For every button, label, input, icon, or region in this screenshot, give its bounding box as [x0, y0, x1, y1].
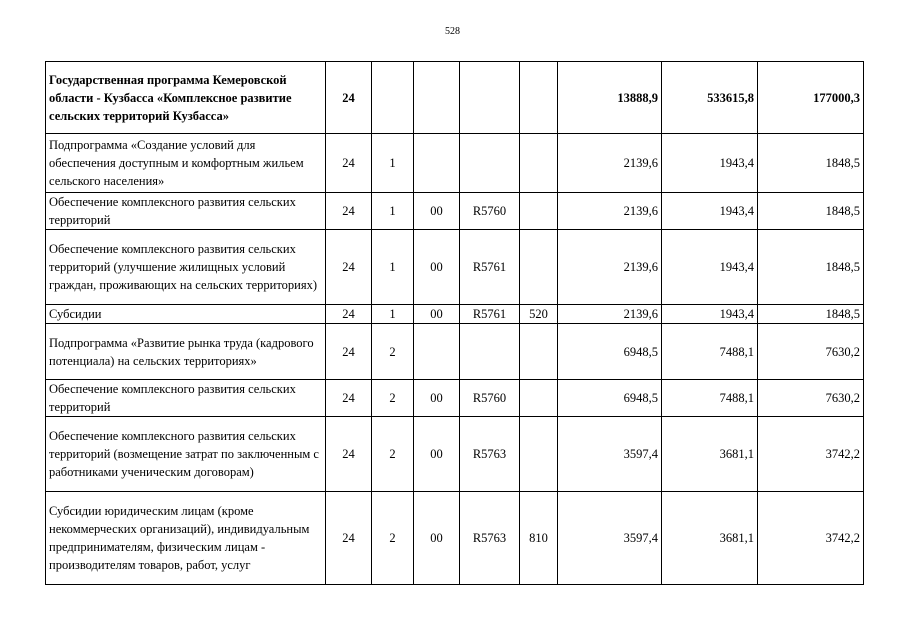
- row-year2-amount: 3681,1: [662, 417, 758, 492]
- row-name: Обеспечение комплексного развития сельских территорий (улучшение жилищных условий граждан, проживающих на сельских территориях): [46, 230, 326, 305]
- row-pp-code: 1: [372, 193, 414, 230]
- row-pp-code: 2: [372, 417, 414, 492]
- table-row: [46, 324, 864, 380]
- row-pp-code: 2: [372, 380, 414, 417]
- row-year3-amount: 7630,2: [758, 324, 864, 380]
- table-row: [46, 134, 864, 193]
- row-om-code: 00: [414, 492, 460, 585]
- row-om-code: 00: [414, 230, 460, 305]
- row-year1-amount: 6948,5: [558, 324, 662, 380]
- budget-table: [45, 61, 864, 585]
- row-dir-code: R5761: [460, 230, 520, 305]
- row-year2-amount: 1943,4: [662, 134, 758, 193]
- budget-table-body: [46, 62, 864, 585]
- row-om-code: [414, 324, 460, 380]
- row-pp-code: 1: [372, 230, 414, 305]
- row-dir-code: R5760: [460, 193, 520, 230]
- row-year1-amount: 13888,9: [558, 62, 662, 134]
- row-year1-amount: 2139,6: [558, 305, 662, 324]
- row-dir-code: [460, 62, 520, 134]
- row-year1-amount: 6948,5: [558, 380, 662, 417]
- row-om-code: [414, 134, 460, 193]
- table-row: [46, 193, 864, 230]
- table-row: [46, 380, 864, 417]
- row-pp-code: 1: [372, 305, 414, 324]
- table-row: [46, 417, 864, 492]
- row-vr-code: [520, 380, 558, 417]
- row-year2-amount: 1943,4: [662, 193, 758, 230]
- row-year3-amount: 3742,2: [758, 492, 864, 585]
- row-dir-code: R5761: [460, 305, 520, 324]
- row-vr-code: [520, 193, 558, 230]
- row-year2-amount: 1943,4: [662, 305, 758, 324]
- table-row: [46, 62, 864, 134]
- row-year2-amount: 3681,1: [662, 492, 758, 585]
- row-year3-amount: 1848,5: [758, 134, 864, 193]
- row-name: Субсидии: [46, 305, 326, 324]
- row-dir-code: R5760: [460, 380, 520, 417]
- row-year1-amount: 2139,6: [558, 193, 662, 230]
- row-vr-code: [520, 230, 558, 305]
- row-year2-amount: 7488,1: [662, 380, 758, 417]
- row-gp-code: 24: [326, 134, 372, 193]
- row-gp-code: 24: [326, 62, 372, 134]
- row-pp-code: 1: [372, 134, 414, 193]
- row-gp-code: 24: [326, 492, 372, 585]
- row-dir-code: [460, 324, 520, 380]
- row-year3-amount: 7630,2: [758, 380, 864, 417]
- row-year3-amount: 1848,5: [758, 305, 864, 324]
- row-year3-amount: 1848,5: [758, 193, 864, 230]
- row-name: Обеспечение комплексного развития сельских территорий (возмещение затрат по заключенным с работниками ученическим договорам): [46, 417, 326, 492]
- row-om-code: 00: [414, 305, 460, 324]
- row-gp-code: 24: [326, 305, 372, 324]
- row-gp-code: 24: [326, 417, 372, 492]
- row-vr-code: 520: [520, 305, 558, 324]
- table-row: [46, 230, 864, 305]
- row-om-code: 00: [414, 417, 460, 492]
- row-vr-code: 810: [520, 492, 558, 585]
- row-dir-code: R5763: [460, 492, 520, 585]
- row-year2-amount: 7488,1: [662, 324, 758, 380]
- row-dir-code: R5763: [460, 417, 520, 492]
- row-gp-code: 24: [326, 193, 372, 230]
- row-vr-code: [520, 417, 558, 492]
- row-pp-code: 2: [372, 324, 414, 380]
- row-year1-amount: 2139,6: [558, 230, 662, 305]
- row-year1-amount: 3597,4: [558, 492, 662, 585]
- row-om-code: 00: [414, 380, 460, 417]
- row-gp-code: 24: [326, 380, 372, 417]
- row-om-code: 00: [414, 193, 460, 230]
- row-pp-code: 2: [372, 492, 414, 585]
- row-dir-code: [460, 134, 520, 193]
- row-year1-amount: 2139,6: [558, 134, 662, 193]
- row-name: Подпрограмма «Развитие рынка труда (кадрового потенциала) на сельских территориях»: [46, 324, 326, 380]
- row-vr-code: [520, 62, 558, 134]
- row-year3-amount: 1848,5: [758, 230, 864, 305]
- page-number: 528: [445, 26, 460, 37]
- row-year3-amount: 177000,3: [758, 62, 864, 134]
- row-year2-amount: 1943,4: [662, 230, 758, 305]
- row-gp-code: 24: [326, 230, 372, 305]
- row-year2-amount: 533615,8: [662, 62, 758, 134]
- table-row: [46, 492, 864, 585]
- table-row: [46, 305, 864, 324]
- row-year3-amount: 3742,2: [758, 417, 864, 492]
- row-name: Обеспечение комплексного развития сельских территорий: [46, 193, 326, 230]
- row-pp-code: [372, 62, 414, 134]
- row-name: Государственная программа Кемеровской области - Кузбасса «Комплексное развитие сельских территорий Кузбасса»: [46, 62, 326, 134]
- row-om-code: [414, 62, 460, 134]
- row-year1-amount: 3597,4: [558, 417, 662, 492]
- row-gp-code: 24: [326, 324, 372, 380]
- row-name: Субсидии юридическим лицам (кроме некоммерческих организаций), индивидуальным предпринимателям, физическим лицам - производителям товаров, работ, услуг: [46, 492, 326, 585]
- row-vr-code: [520, 324, 558, 380]
- row-name: Обеспечение комплексного развития сельских территорий: [46, 380, 326, 417]
- row-name: Подпрограмма «Создание условий для обеспечения доступным и комфортным жильем сельского населения»: [46, 134, 326, 193]
- row-vr-code: [520, 134, 558, 193]
